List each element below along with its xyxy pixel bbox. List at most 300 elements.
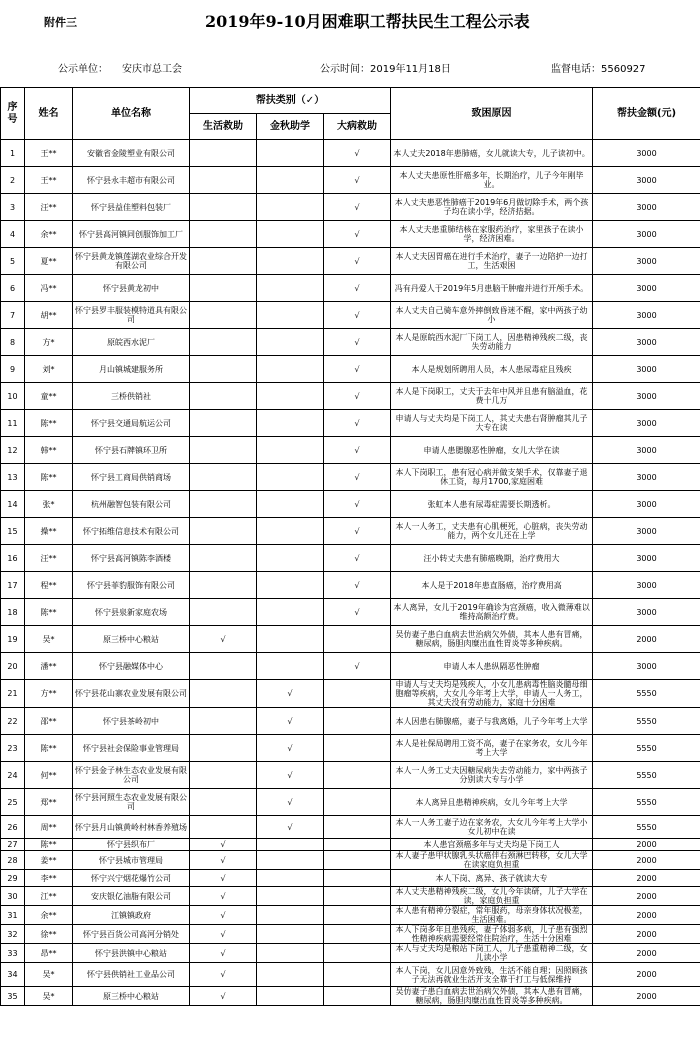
cat-living-cell: √ xyxy=(190,887,257,906)
aid-table xyxy=(0,87,700,1006)
table-row xyxy=(1,626,700,653)
cat-school-cell: √ xyxy=(257,735,324,762)
row-amount: 5550 xyxy=(593,680,700,708)
row-unit: 怀宁县城市管理局 xyxy=(73,851,190,870)
row-reason: 本人因患右肺腺癌，妻子与我离婚，儿子今年考上大学 xyxy=(391,708,593,735)
row-name: 陈** xyxy=(25,410,73,437)
row-amount: 2000 xyxy=(593,987,700,1006)
cat-illness-cell: √ xyxy=(324,329,391,356)
table-row xyxy=(1,167,700,194)
table-row xyxy=(1,437,700,464)
table-row xyxy=(1,275,700,302)
cat-living-cell xyxy=(190,248,257,275)
table-row xyxy=(1,410,700,437)
row-name: 郑** xyxy=(25,789,73,816)
cat-illness-cell xyxy=(324,816,391,839)
table-row xyxy=(1,925,700,944)
row-amount: 2000 xyxy=(593,887,700,906)
row-unit: 怀宁县罗丰服装模特道具有限公司 xyxy=(73,302,190,329)
row-unit: 安徽省金陵塑业有限公司 xyxy=(73,140,190,167)
row-unit: 怀宁县河照生态农业发展有限公司 xyxy=(73,789,190,816)
cat-school-cell xyxy=(257,944,324,963)
row-unit: 怀宁拓维信息技术有限公司 xyxy=(73,518,190,545)
row-name: 陈** xyxy=(25,599,73,626)
row-name: 王** xyxy=(25,140,73,167)
row-seq: 26 xyxy=(1,816,25,839)
cat-illness-cell: √ xyxy=(324,221,391,248)
row-reason: 本人与丈夫均是粮站下岗工人，儿子患重精神二级，女儿读小学 xyxy=(391,944,593,963)
cat-school-cell: √ xyxy=(257,708,324,735)
row-name: 汪** xyxy=(25,194,73,221)
row-name: 姜** xyxy=(25,851,73,870)
table-row xyxy=(1,383,700,410)
row-reason: 本人患有精神分裂症，常年服药，母亲身体状况极差，生活困难。 xyxy=(391,906,593,925)
row-seq: 13 xyxy=(1,464,25,491)
cat-living-cell: √ xyxy=(190,925,257,944)
row-reason: 本人离异，女儿于2019年确诊为宫颈癌，收入微薄难以维持高额治疗费。 xyxy=(391,599,593,626)
row-name: 韩** xyxy=(25,437,73,464)
cat-school-cell xyxy=(257,221,324,248)
table-row xyxy=(1,302,700,329)
row-amount: 3000 xyxy=(593,464,700,491)
row-seq: 33 xyxy=(1,944,25,963)
table-row xyxy=(1,599,700,626)
row-amount: 3000 xyxy=(593,140,700,167)
row-unit: 怀宁县花山寨农业发展有限公司 xyxy=(73,680,190,708)
cat-illness-cell xyxy=(324,762,391,789)
cat-living-cell: √ xyxy=(190,870,257,887)
row-seq: 8 xyxy=(1,329,25,356)
cat-living-cell xyxy=(190,708,257,735)
cat-school-cell xyxy=(257,491,324,518)
row-reason: 本人丈夫2018年患肺癌，女儿就读大专，儿子读初中。 xyxy=(391,140,593,167)
table-row xyxy=(1,491,700,518)
row-unit: 怀宁县织布厂 xyxy=(73,839,190,851)
cat-living-cell xyxy=(190,653,257,680)
cat-illness-cell xyxy=(324,887,391,906)
row-reason: 冯有丹爱人于2019年5月患脑干肿瘤并进行开颅手术。 xyxy=(391,275,593,302)
cat-living-cell: √ xyxy=(190,987,257,1006)
row-seq: 29 xyxy=(1,870,25,887)
table-row xyxy=(1,789,700,816)
cat-illness-cell: √ xyxy=(324,545,391,572)
row-seq: 20 xyxy=(1,653,25,680)
cat-living-cell xyxy=(190,491,257,518)
row-amount: 3000 xyxy=(593,275,700,302)
row-name: 潘** xyxy=(25,653,73,680)
row-unit: 三桥供销社 xyxy=(73,383,190,410)
col-cat-illness: 大病救助 xyxy=(324,114,391,140)
cat-living-cell xyxy=(190,275,257,302)
row-seq: 15 xyxy=(1,518,25,545)
row-name: 余** xyxy=(25,906,73,925)
row-unit: 怀宁县黄龙初中 xyxy=(73,275,190,302)
col-seq: 序号 xyxy=(1,88,25,140)
cat-school-cell xyxy=(257,437,324,464)
cat-school-cell xyxy=(257,626,324,653)
cat-school-cell: √ xyxy=(257,680,324,708)
row-name: 夏** xyxy=(25,248,73,275)
cat-living-cell: √ xyxy=(190,626,257,653)
table-row xyxy=(1,518,700,545)
row-unit: 杭州融智包装有限公司 xyxy=(73,491,190,518)
table-row xyxy=(1,963,700,987)
row-reason: 汪小转丈夫患有肺癌晚期，治疗费用大 xyxy=(391,545,593,572)
table-row xyxy=(1,329,700,356)
table-row xyxy=(1,944,700,963)
row-seq: 21 xyxy=(1,680,25,708)
row-name: 周** xyxy=(25,816,73,839)
row-amount: 2000 xyxy=(593,906,700,925)
document-title: 2019年9-10月困难职工帮扶民生工程公示表 xyxy=(205,12,530,31)
row-seq: 11 xyxy=(1,410,25,437)
row-amount: 3000 xyxy=(593,599,700,626)
cat-school-cell xyxy=(257,464,324,491)
row-reason: 本人丈夫自己骑车意外摔倒致昏迷不醒，家中两孩子幼小 xyxy=(391,302,593,329)
cat-living-cell xyxy=(190,302,257,329)
cat-illness-cell: √ xyxy=(324,383,391,410)
cat-school-cell xyxy=(257,870,324,887)
row-name: 何** xyxy=(25,762,73,789)
row-name: 胡** xyxy=(25,302,73,329)
row-unit: 怀宁县茶岭初中 xyxy=(73,708,190,735)
cat-illness-cell xyxy=(324,851,391,870)
row-seq: 5 xyxy=(1,248,25,275)
row-amount: 3000 xyxy=(593,518,700,545)
row-unit: 怀宁县融媒体中心 xyxy=(73,653,190,680)
col-reason: 致困原因 xyxy=(391,88,593,140)
cat-school-cell xyxy=(257,839,324,851)
row-reason: 申请人患腮腺恶性肿瘤，女儿大学在读 xyxy=(391,437,593,464)
row-seq: 1 xyxy=(1,140,25,167)
cat-illness-cell: √ xyxy=(324,437,391,464)
row-amount: 2000 xyxy=(593,944,700,963)
row-unit: 原三桥中心粮站 xyxy=(73,626,190,653)
publish-unit xyxy=(58,60,182,75)
cat-school-cell xyxy=(257,963,324,987)
table-row xyxy=(1,140,700,167)
cat-living-cell: √ xyxy=(190,944,257,963)
row-seq: 19 xyxy=(1,626,25,653)
row-reason: 本人下岗职工，患有冠心病并做支架手术，仅靠妻子退休工资，每月1700,家庭困难 xyxy=(391,464,593,491)
publish-unit-value: 安庆市总工会 xyxy=(122,64,182,75)
row-reason: 本人一人务工丈夫因糖尿病失去劳动能力，家中两孩子分别读大专与小学 xyxy=(391,762,593,789)
row-seq: 17 xyxy=(1,572,25,599)
row-amount: 3000 xyxy=(593,194,700,221)
cat-illness-cell xyxy=(324,626,391,653)
row-seq: 3 xyxy=(1,194,25,221)
row-amount: 3000 xyxy=(593,356,700,383)
row-unit: 怀宁县泉新家庭农场 xyxy=(73,599,190,626)
cat-living-cell: √ xyxy=(190,851,257,870)
row-seq: 18 xyxy=(1,599,25,626)
row-reason: 本人一人务工，丈夫患有心肌梗死，心脏病，丧失劳动能力，两个女儿还在上学 xyxy=(391,518,593,545)
row-unit: 怀宁县高河镇陈李酒楼 xyxy=(73,545,190,572)
cat-living-cell: √ xyxy=(190,963,257,987)
row-reason: 本人是规划所聘用人员，本人患尿毒症且残疾 xyxy=(391,356,593,383)
cat-living-cell xyxy=(190,356,257,383)
row-amount: 3000 xyxy=(593,248,700,275)
supervision-phone xyxy=(551,60,646,75)
table-row xyxy=(1,545,700,572)
cat-school-cell: √ xyxy=(257,789,324,816)
cat-school-cell xyxy=(257,653,324,680)
cat-living-cell xyxy=(190,140,257,167)
row-unit: 怀宁县交通局航运公司 xyxy=(73,410,190,437)
publish-time-label: 公示时间： xyxy=(320,64,370,75)
cat-illness-cell: √ xyxy=(324,518,391,545)
publish-time-value: 2019年11月18日 xyxy=(370,64,451,75)
row-unit: 怀宁县工商局供销商场 xyxy=(73,464,190,491)
cat-school-cell xyxy=(257,572,324,599)
row-name: 童** xyxy=(25,383,73,410)
cat-illness-cell xyxy=(324,944,391,963)
cat-school-cell xyxy=(257,410,324,437)
row-reason: 本人离异且患精神疾病，女儿今年考上大学 xyxy=(391,789,593,816)
row-reason: 本人丈夫患重肺结核在家服药治疗，家里孩子在读小学，经济困难。 xyxy=(391,221,593,248)
row-reason: 申请人本人患纵隔恶性肿瘤 xyxy=(391,653,593,680)
row-seq: 14 xyxy=(1,491,25,518)
row-seq: 10 xyxy=(1,383,25,410)
cat-school-cell xyxy=(257,329,324,356)
cat-school-cell xyxy=(257,302,324,329)
row-reason: 本人是社保局聘用工资不高，妻子在家务农，女儿今年考上大学 xyxy=(391,735,593,762)
row-unit: 怀宁县黄龙镇莲湖农业综合开发有限公司 xyxy=(73,248,190,275)
row-amount: 5550 xyxy=(593,762,700,789)
row-seq: 4 xyxy=(1,221,25,248)
cat-school-cell xyxy=(257,906,324,925)
cat-living-cell xyxy=(190,410,257,437)
row-seq: 28 xyxy=(1,851,25,870)
cat-illness-cell xyxy=(324,870,391,887)
row-amount: 2000 xyxy=(593,925,700,944)
row-reason: 本人丈夫患精神残疾二级，女儿今年读研，儿子大学在读，家庭负担重 xyxy=(391,887,593,906)
row-unit: 原皖西水泥厂 xyxy=(73,329,190,356)
cat-illness-cell: √ xyxy=(324,275,391,302)
cat-school-cell xyxy=(257,545,324,572)
table-row xyxy=(1,987,700,1006)
table-row xyxy=(1,762,700,789)
row-amount: 3000 xyxy=(593,383,700,410)
cat-school-cell xyxy=(257,987,324,1006)
table-row xyxy=(1,680,700,708)
cat-living-cell xyxy=(190,572,257,599)
row-name: 冯** xyxy=(25,275,73,302)
row-seq: 23 xyxy=(1,735,25,762)
publish-time xyxy=(320,60,451,75)
table-row xyxy=(1,653,700,680)
row-amount: 3000 xyxy=(593,329,700,356)
cat-illness-cell xyxy=(324,963,391,987)
cat-illness-cell: √ xyxy=(324,491,391,518)
table-row xyxy=(1,735,700,762)
row-unit: 怀宁县洪镇中心粮站 xyxy=(73,944,190,963)
row-name: 吴* xyxy=(25,987,73,1006)
cat-illness-cell: √ xyxy=(324,653,391,680)
row-name: 方* xyxy=(25,329,73,356)
cat-school-cell xyxy=(257,518,324,545)
publish-unit-label: 公示单位： xyxy=(58,64,108,75)
col-unit: 单位名称 xyxy=(73,88,190,140)
row-amount: 5550 xyxy=(593,789,700,816)
cat-living-cell xyxy=(190,383,257,410)
row-unit: 怀宁县社会保险事业管理局 xyxy=(73,735,190,762)
row-unit: 安庆银亿油脂有限公司 xyxy=(73,887,190,906)
row-seq: 25 xyxy=(1,789,25,816)
row-amount: 2000 xyxy=(593,870,700,887)
row-seq: 27 xyxy=(1,839,25,851)
row-name: 王** xyxy=(25,167,73,194)
table-row xyxy=(1,194,700,221)
row-unit: 怀宁兴宁烟花爆竹公司 xyxy=(73,870,190,887)
row-name: 汪** xyxy=(25,545,73,572)
row-amount: 2000 xyxy=(593,839,700,851)
cat-school-cell: √ xyxy=(257,816,324,839)
row-name: 陈** xyxy=(25,464,73,491)
cat-school-cell xyxy=(257,194,324,221)
cat-living-cell xyxy=(190,329,257,356)
row-seq: 12 xyxy=(1,437,25,464)
row-reason: 本人是原皖西水泥厂下岗工人，因患精神残疾二级，丧失劳动能力 xyxy=(391,329,593,356)
row-reason: 申请人与丈夫均是残疾人，小女儿患病毒性脑炎髓母细胞瘤等疾病，大女儿今年考上大学，申请人一人务工，其丈夫没有劳动能力，家庭十分困难 xyxy=(391,680,593,708)
cat-illness-cell xyxy=(324,839,391,851)
table-row xyxy=(1,221,700,248)
row-seq: 24 xyxy=(1,762,25,789)
cat-school-cell xyxy=(257,887,324,906)
row-reason: 本人是于2018年患直肠癌，治疗费用高 xyxy=(391,572,593,599)
row-amount: 2000 xyxy=(593,963,700,987)
row-name: 陈** xyxy=(25,735,73,762)
col-amount: 帮扶金额(元) xyxy=(593,88,700,140)
row-name: 吴* xyxy=(25,963,73,987)
cat-illness-cell xyxy=(324,680,391,708)
cat-school-cell xyxy=(257,383,324,410)
row-amount: 3000 xyxy=(593,491,700,518)
cat-illness-cell: √ xyxy=(324,599,391,626)
cat-living-cell: √ xyxy=(190,906,257,925)
row-seq: 2 xyxy=(1,167,25,194)
cat-living-cell xyxy=(190,599,257,626)
cat-illness-cell: √ xyxy=(324,302,391,329)
row-amount: 5550 xyxy=(593,816,700,839)
row-reason: 吴仿妻子患白血病去世治病欠外债，其本人患有冒痛，糖尿病，肠胆肉糜出血性胃炎等多种疾病。 xyxy=(391,626,593,653)
cat-school-cell: √ xyxy=(257,762,324,789)
row-name: 陈** xyxy=(25,839,73,851)
row-reason: 本人下岗，女儿因意外致残，生活不能自理；因照顾孩子无法再就业生活开支全靠于打工与低保维持 xyxy=(391,963,593,987)
cat-living-cell xyxy=(190,167,257,194)
row-amount: 3000 xyxy=(593,653,700,680)
col-name: 姓名 xyxy=(25,88,73,140)
row-unit: 怀宁县永丰超市有限公司 xyxy=(73,167,190,194)
row-reason: 张虹本人患有尿毒症需要长期透析。 xyxy=(391,491,593,518)
table-row xyxy=(1,572,700,599)
cat-living-cell xyxy=(190,816,257,839)
row-unit: 怀宁县金子林生态农业发展有限公司 xyxy=(73,762,190,789)
row-name: 操** xyxy=(25,518,73,545)
row-reason: 本人丈夫因胃癌在进行手术治疗，妻子一边陪护一边打工，生活艰困 xyxy=(391,248,593,275)
row-amount: 3000 xyxy=(593,410,700,437)
cat-living-cell: √ xyxy=(190,839,257,851)
row-unit: 怀宁县供销社工业品公司 xyxy=(73,963,190,987)
cat-living-cell xyxy=(190,194,257,221)
supervision-phone-value: 5560927 xyxy=(601,64,646,75)
col-category: 帮扶类别（✓） xyxy=(190,88,391,114)
row-seq: 22 xyxy=(1,708,25,735)
cat-school-cell xyxy=(257,925,324,944)
row-reason: 本人妻子患甲状腺乳头状癌伴右颈淋巴转移，女儿大学在读家庭负担重 xyxy=(391,851,593,870)
row-name: 程** xyxy=(25,572,73,599)
table-row xyxy=(1,356,700,383)
col-cat-living: 生活救助 xyxy=(190,114,257,140)
row-reason: 本人下岗、离异、孩子就读大专 xyxy=(391,870,593,887)
cat-school-cell xyxy=(257,851,324,870)
cat-school-cell xyxy=(257,275,324,302)
table-row xyxy=(1,816,700,839)
cat-living-cell xyxy=(190,437,257,464)
table-row xyxy=(1,708,700,735)
cat-school-cell xyxy=(257,167,324,194)
row-seq: 16 xyxy=(1,545,25,572)
row-amount: 3000 xyxy=(593,167,700,194)
row-name: 方** xyxy=(25,680,73,708)
table-row xyxy=(1,464,700,491)
row-unit: 怀宁县石牌镇环卫所 xyxy=(73,437,190,464)
table-row xyxy=(1,906,700,925)
row-amount: 2000 xyxy=(593,626,700,653)
table-row xyxy=(1,248,700,275)
cat-illness-cell: √ xyxy=(324,140,391,167)
table-row xyxy=(1,839,700,851)
cat-living-cell xyxy=(190,735,257,762)
table-row xyxy=(1,851,700,870)
row-seq: 9 xyxy=(1,356,25,383)
cat-illness-cell xyxy=(324,925,391,944)
cat-living-cell xyxy=(190,518,257,545)
row-amount: 3000 xyxy=(593,221,700,248)
cat-living-cell xyxy=(190,762,257,789)
row-seq: 35 xyxy=(1,987,25,1006)
row-amount: 3000 xyxy=(593,545,700,572)
row-seq: 30 xyxy=(1,887,25,906)
row-name: 李** xyxy=(25,870,73,887)
cat-school-cell xyxy=(257,356,324,383)
row-unit: 江镇镇政府 xyxy=(73,906,190,925)
aid-table-body xyxy=(1,140,700,1006)
annex-label: 附件三 xyxy=(44,16,77,29)
row-reason: 本人患宫颈癌多年与丈夫均是下岗工人 xyxy=(391,839,593,851)
row-name: 昂** xyxy=(25,944,73,963)
row-unit: 原三桥中心粮站 xyxy=(73,987,190,1006)
row-seq: 7 xyxy=(1,302,25,329)
cat-illness-cell xyxy=(324,906,391,925)
row-name: 张* xyxy=(25,491,73,518)
cat-illness-cell: √ xyxy=(324,356,391,383)
document-header xyxy=(0,0,700,46)
cat-illness-cell xyxy=(324,987,391,1006)
row-reason: 吴仿妻子患白血病去世治病欠外债，其本人患有冒痛，糖尿病，肠胆肉糜出血性胃炎等多种疾病。 xyxy=(391,987,593,1006)
cat-illness-cell: √ xyxy=(324,572,391,599)
row-name: 徐** xyxy=(25,925,73,944)
row-unit: 怀宁县高河镇同创服饰加工厂 xyxy=(73,221,190,248)
table-row xyxy=(1,870,700,887)
row-seq: 6 xyxy=(1,275,25,302)
cat-living-cell xyxy=(190,789,257,816)
row-reason: 本人下岗多年且患残疾，妻子体弱多病，儿子患有强烈性精神疾病需要经常住院治疗，生活十分困难 xyxy=(391,925,593,944)
row-name: 刘* xyxy=(25,356,73,383)
row-reason: 本人一人务工妻子边在家务农，大女儿今年考上大学小女儿初中在读 xyxy=(391,816,593,839)
cat-living-cell xyxy=(190,221,257,248)
row-name: 邵** xyxy=(25,708,73,735)
